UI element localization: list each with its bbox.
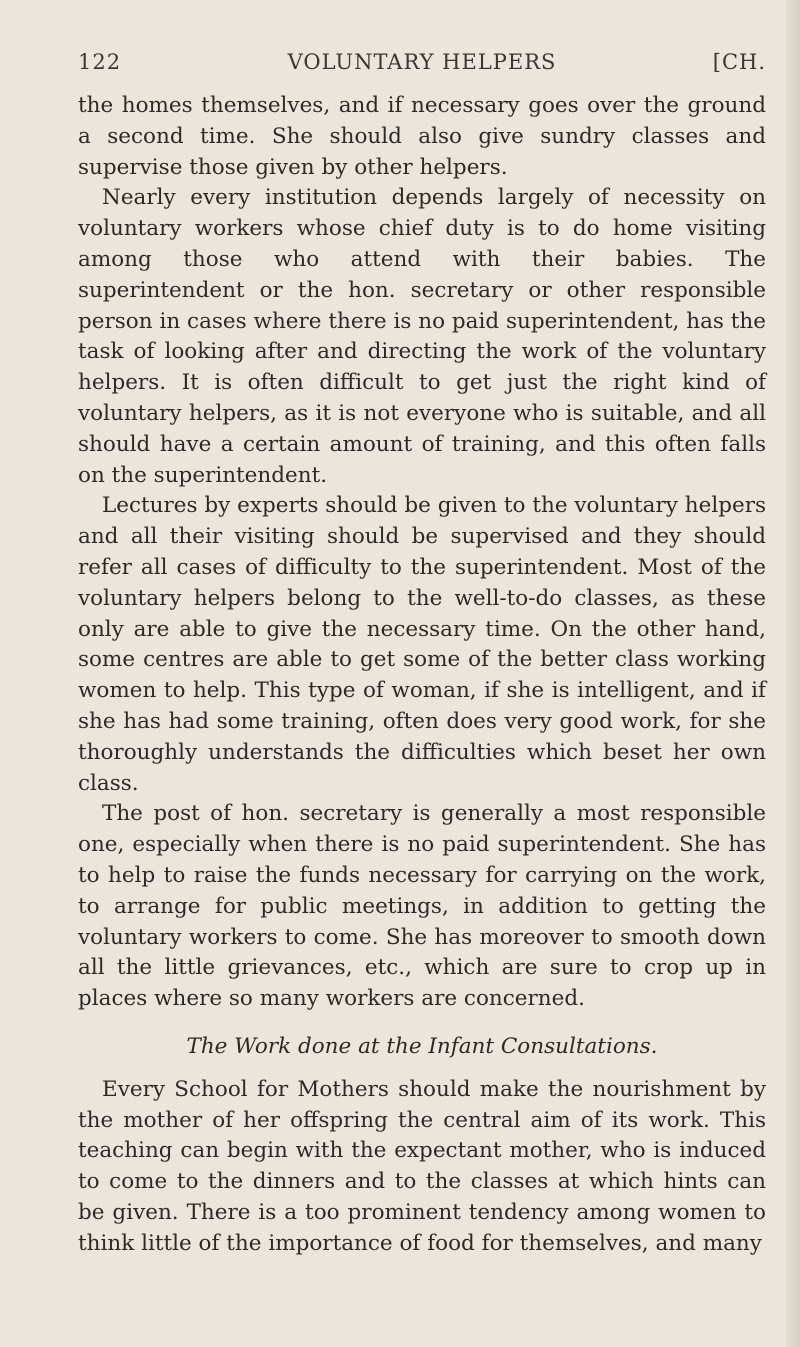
- paragraph: Every School for Mothers should make the nourishment by the mother of her offspring the central aim of its work. This teaching can begin with the expectant mother, who is induced to come to the dinners and to the classes at which hints can be given. There is a too prominent tendency among women to think little of the importance of food for themselves, and many: [78, 1076, 766, 1256]
- section-heading: The Work done at the Infant Consultations.: [186, 1033, 658, 1059]
- paragraph: the homes themselves, and if necessary goes over the ground a second time. She should also give sundry classes and supervise those given by other helpers.: [78, 93, 766, 180]
- running-title: VOLUNTARY HELPERS: [287, 50, 557, 74]
- paragraph: The post of hon. secretary is generally a most responsible one, especially when there is no paid superintendent. She has to help to raise the funds necessary for carrying on the work, to arrange for public meetings, in addition to getting the voluntary workers to come. She has moreover to smooth down all the little grievances, etc., which are sure to crop up in places where so many workers are concerned.: [78, 801, 766, 1012]
- chapter-marker: [CH.: [712, 50, 766, 74]
- page-edge: [786, 0, 800, 1347]
- paragraph: Nearly every institution depends largely of necessity on voluntary workers whose chief duty is to do home visiting among those who attend with their babies. The superintendent or the hon. secretary or other responsible person in cases where there is no paid superintendent, has the task of looking after and directing the work of the voluntary helpers. It is often difficult to get just the right kind of voluntary helpers, as it is not everyone who is suitable, and all should have a certain amount of training, and this often falls on the superintendent.: [78, 185, 766, 488]
- page-header: [78, 50, 766, 80]
- page-number: 122: [78, 50, 122, 74]
- paragraph: Lectures by experts should be given to the voluntary helpers and all their visiting should be supervised and they should refer all cases of difficulty to the superintendent. Most of the voluntary helpers belong to the well-to-do classes, as these only are able to give the necessary time. On the other hand, some centres are able to get some of the better class working women to help. This type of woman, if she is intelligent, and if she has had some training, often does very good work, for she thoroughly understands the difficulties which beset her own class.: [78, 493, 767, 796]
- body-text: [78, 91, 766, 1259]
